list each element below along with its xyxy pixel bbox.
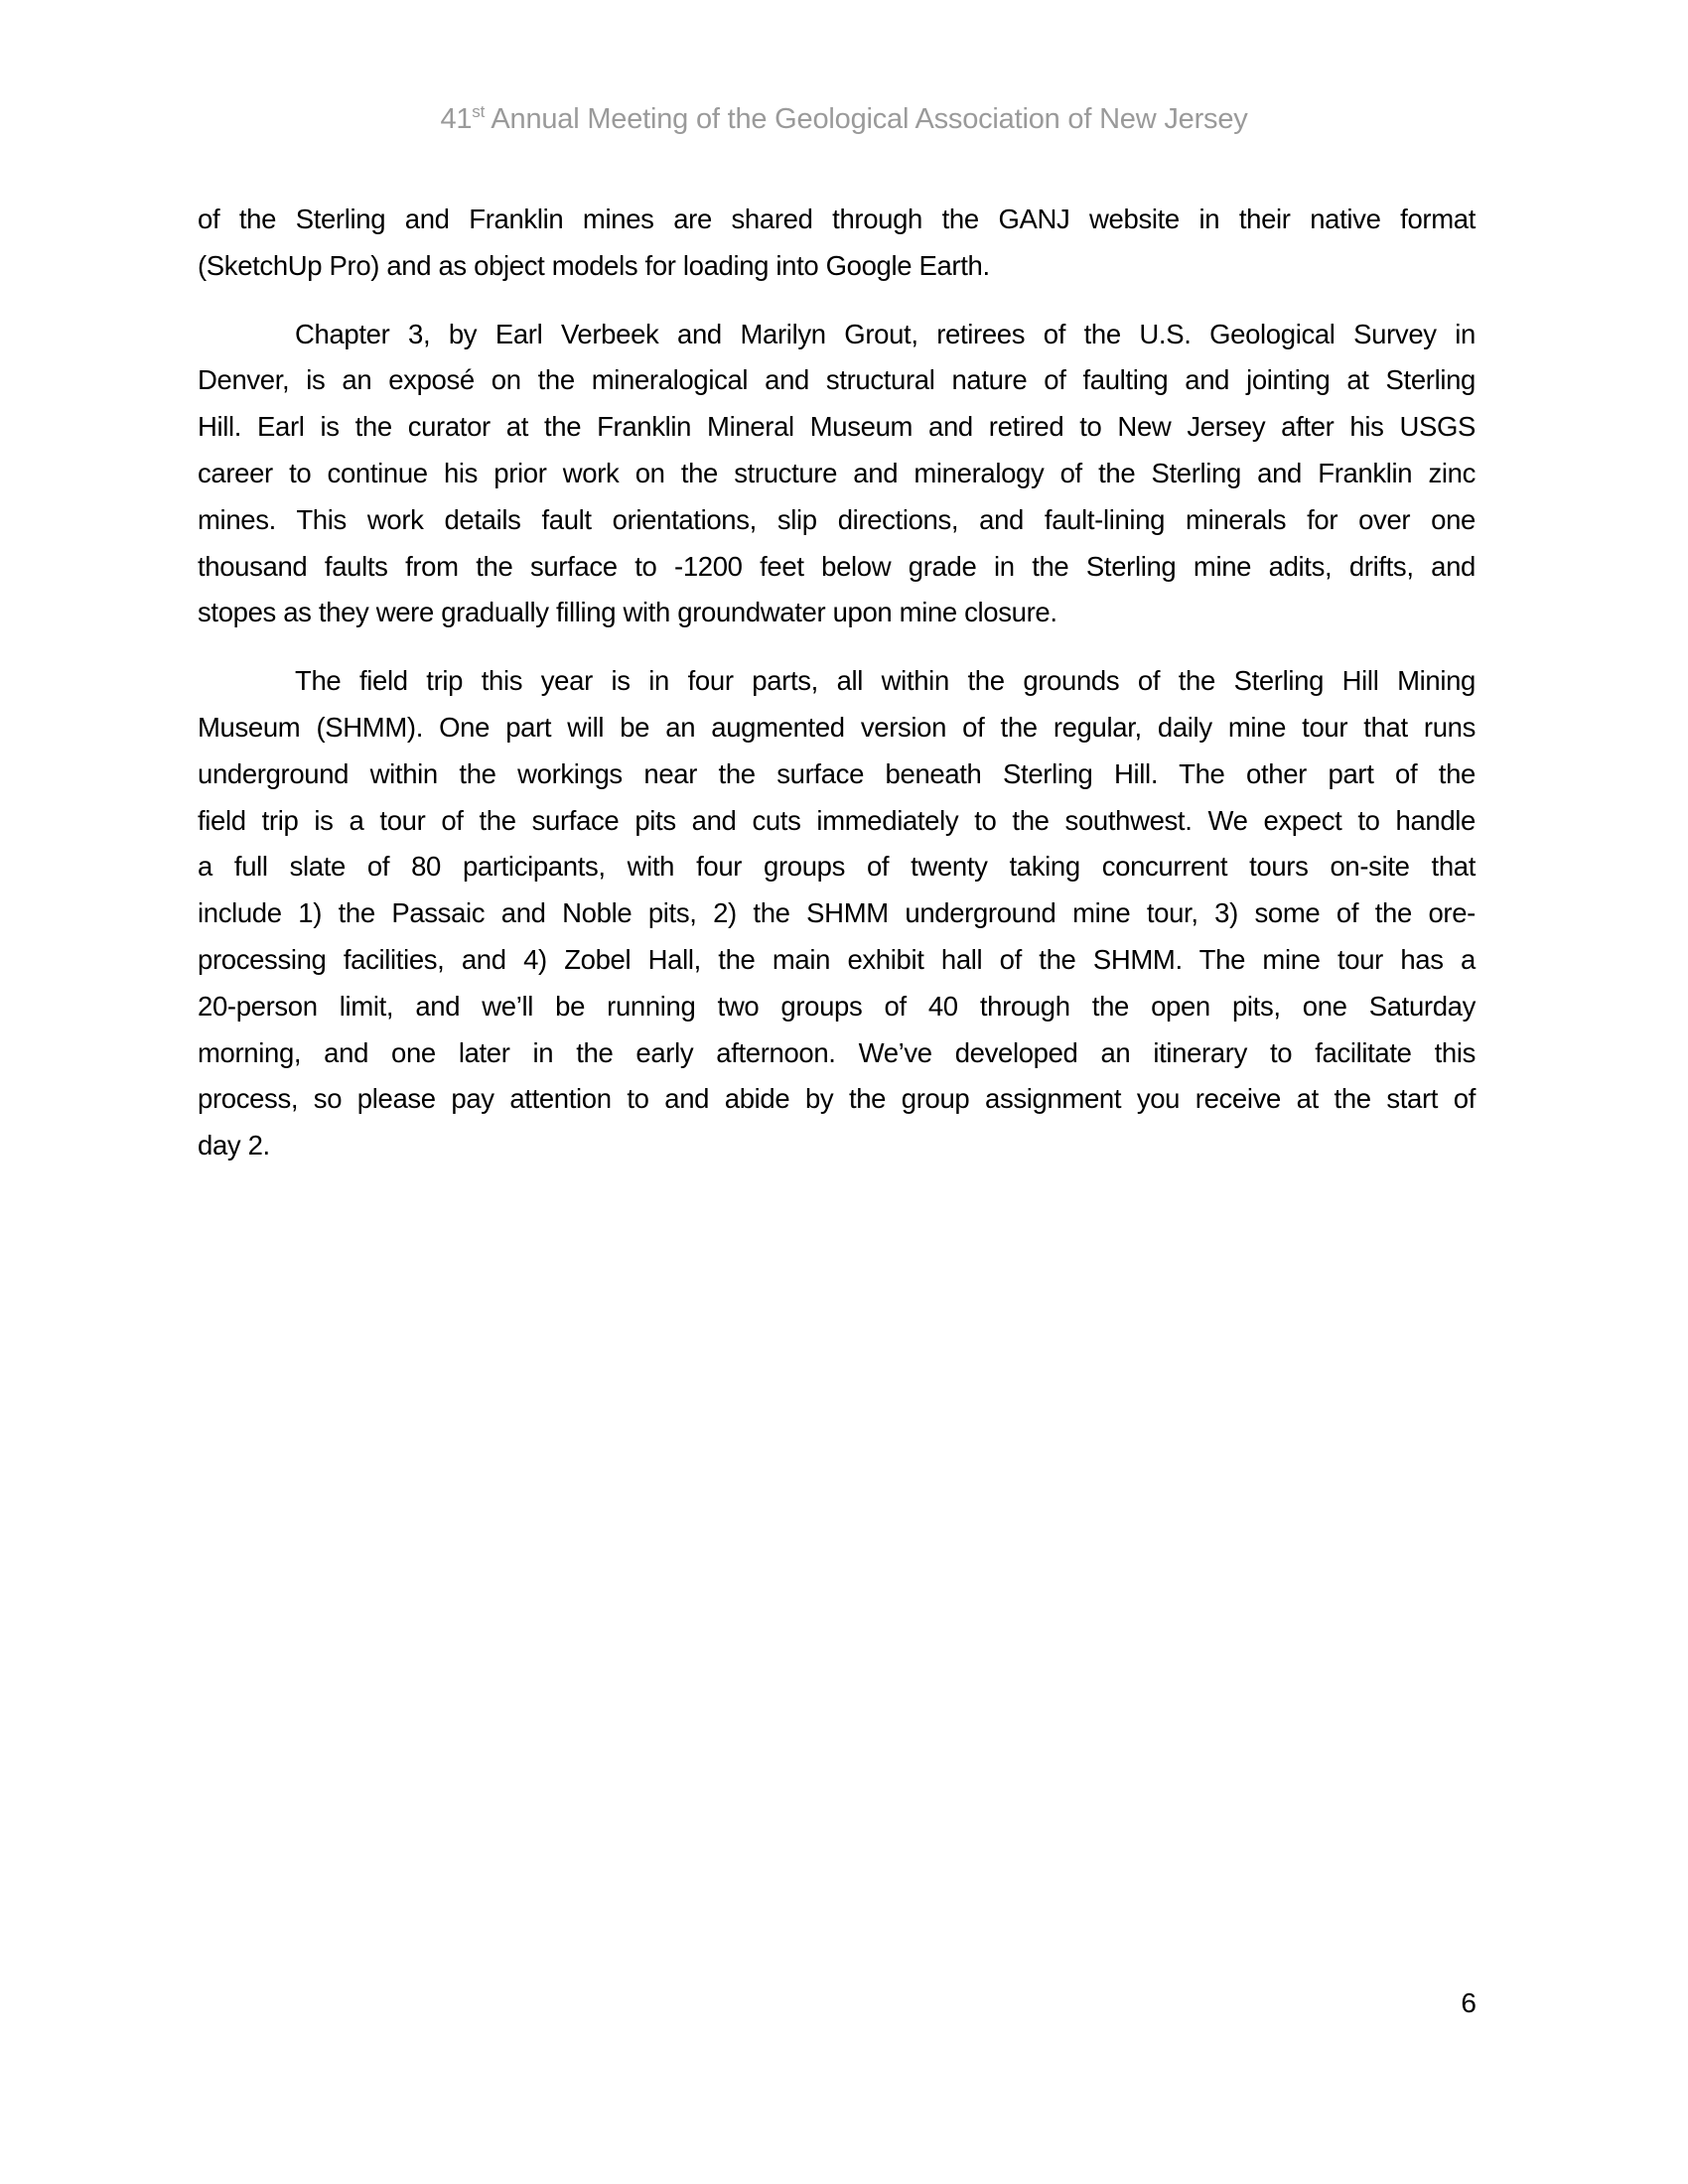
paragraph-line: of the Sterling and Franklin mines are shared through the GANJ website in their native format bbox=[198, 204, 1476, 234]
paragraph-line: stopes as they were gradually filling with groundwater upon mine closure. bbox=[198, 597, 1057, 628]
paragraph-line: thousand faults from the surface to -1200 feet below grade in the Sterling mine adits, drifts, and bbox=[198, 550, 1476, 582]
paragraph-line: 20-person limit, and we’ll be running two groups of 40 through the open pits, one Saturday bbox=[198, 990, 1476, 1022]
page-number: 6 bbox=[1461, 1987, 1477, 2018]
paragraph-1 bbox=[198, 197, 1476, 290]
paragraph-line: include 1) the Passaic and Noble pits, 2) the SHMM underground mine tour, 3) some of the ore- bbox=[198, 897, 1476, 929]
paragraph-line: Denver, is an exposé on the mineralogical and structural nature of faulting and jointing at Sterling bbox=[198, 364, 1476, 396]
paragraph-line: (SketchUp Pro) and as object models for loading into Google Earth. bbox=[198, 249, 990, 281]
paragraph-line: Chapter 3, by Earl Verbeek and Marilyn Grout, retirees of the U.S. Geological Survey in bbox=[295, 318, 1476, 349]
body-text bbox=[198, 197, 1476, 1191]
running-header bbox=[0, 99, 1688, 139]
paragraph-line: day 2. bbox=[198, 1130, 270, 1161]
paragraph-2 bbox=[198, 312, 1476, 637]
paragraph-line: morning, and one later in the early afternoon. We’ve developed an itinerary to facilitate this bbox=[198, 1036, 1476, 1068]
paragraph-line: process, so please pay attention to and abide by the group assignment you receive at the start of bbox=[198, 1083, 1476, 1115]
paragraph-line: Museum (SHMM). One part will be an augmented version of the regular, daily mine tour that runs bbox=[198, 711, 1476, 743]
paragraph-line: mines. This work details fault orientations, slip directions, and fault-lining minerals for over one bbox=[198, 503, 1476, 535]
paragraph-line: a full slate of 80 participants, with four groups of twenty taking concurrent tours on-site that bbox=[198, 851, 1476, 883]
paragraph-line: processing facilities, and 4) Zobel Hall, the main exhibit hall of the SHMM. The mine tour has a bbox=[198, 943, 1476, 975]
paragraph-line: underground within the workings near the surface beneath Sterling Hill. The other part of the bbox=[198, 757, 1476, 789]
header-title: Annual Meeting of the Geological Association of New Jersey bbox=[485, 103, 1248, 135]
paragraph-line: The field trip this year is in four parts, all within the grounds of the Sterling Hill Mining bbox=[295, 665, 1476, 697]
paragraph-line: field trip is a tour of the surface pits and cuts immediately to the southwest. We expect to handle bbox=[198, 804, 1476, 836]
paragraph-3 bbox=[198, 658, 1476, 1169]
header-ordinal-suffix: st bbox=[472, 102, 486, 121]
header-meeting-number: 41 bbox=[440, 103, 473, 135]
paragraph-line: career to continue his prior work on the structure and mineralogy of the Sterling and Franklin zinc bbox=[198, 457, 1476, 488]
paragraph-line: Hill. Earl is the curator at the Franklin Mineral Museum and retired to New Jersey after his USGS bbox=[198, 411, 1476, 443]
